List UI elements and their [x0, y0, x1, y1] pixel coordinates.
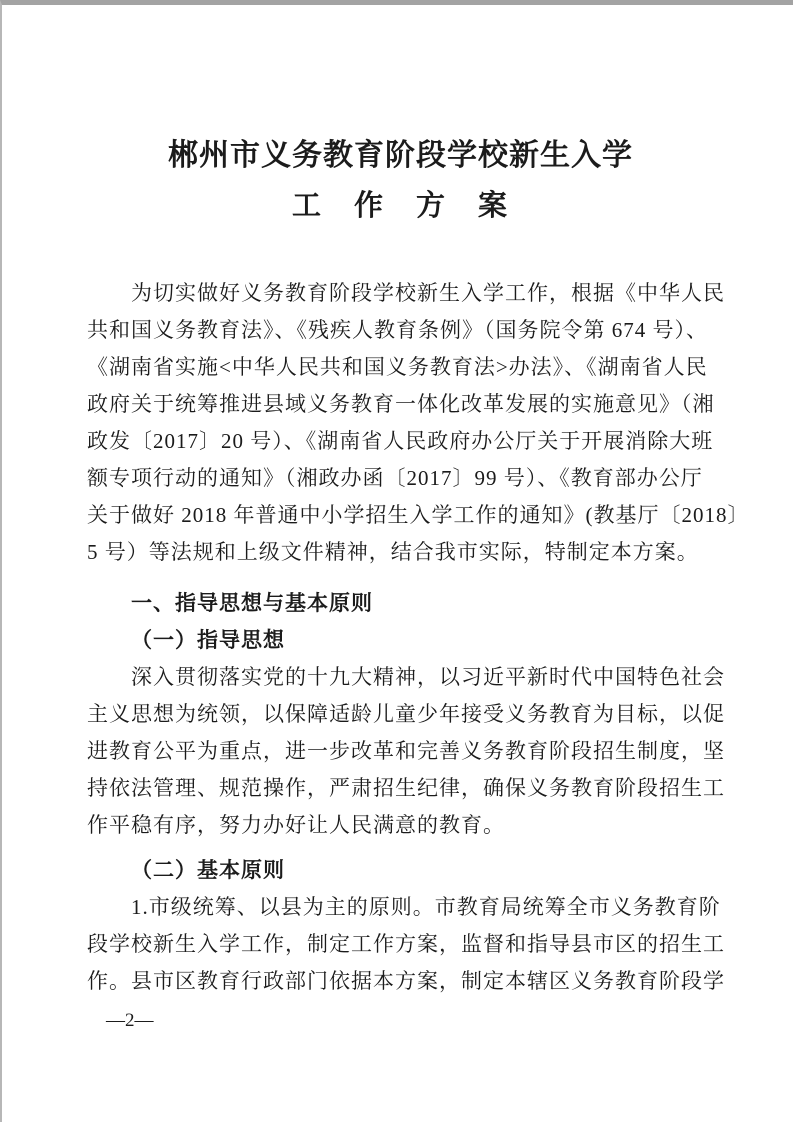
document-title-line2: 工 作 方 案	[291, 190, 509, 222]
text-line: 5 号）等法规和上级文件精神，结合我市实际，特制定本方案。	[87, 540, 699, 564]
text-line: 作平稳有序，努力办好让人民满意的教育。	[87, 813, 505, 837]
heading-basic-principles: （二）基本原则	[131, 858, 285, 882]
text-line: 政府关于统筹推进县域义务教育一体化改革发展的实施意见》（湘	[87, 392, 715, 416]
heading-section-1: 一、指导思想与基本原则	[131, 592, 373, 615]
text-line: 政发〔2017〕20 号）、《湖南省人民政府办公厅关于开展消除大班	[87, 429, 714, 453]
text-line: 进教育公平为重点，进一步改革和完善义务教育阶段招生制度，坚	[87, 739, 725, 763]
page-number: —2—	[106, 1010, 154, 1031]
text-line: 关于做好 2018 年普通中小学招生入学工作的通知》(教基厅〔2018〕	[87, 503, 750, 527]
document-title-line1: 郴州市义务教育阶段学校新生入学	[168, 139, 633, 172]
text-line: 持依法管理、规范操作，严肃招生纪律，确保义务教育阶段招生工	[87, 776, 725, 800]
heading-guiding-ideology: （一）指导思想	[131, 628, 285, 652]
text-line: 额专项行动的通知》（湘政办函〔2017〕99 号）、《教育部办公厅	[87, 466, 703, 490]
text-line: 段学校新生入学工作，制定工作方案，监督和指导县市区的招生工	[87, 932, 725, 956]
text-line: 主义思想为统领，以保障适龄儿童少年接受义务教育为目标，以促	[87, 702, 725, 726]
text-line: 1.市级统筹、以县为主的原则。市教育局统筹全市义务教育阶	[131, 895, 721, 919]
paragraph-intro	[87, 275, 750, 571]
document-title	[87, 139, 714, 223]
text-line: 《湖南省实施<中华人民共和国义务教育法>办法》、《湖南省人民	[87, 355, 708, 379]
text-line: 共和国义务教育法》、《残疾人教育条例》（国务院令第 674 号）、	[87, 318, 708, 342]
text-line: 深入贯彻落实党的十九大精神，以习近平新时代中国特色社会	[131, 665, 725, 689]
text-line: 作。县市区教育行政部门依据本方案，制定本辖区义务教育阶段学	[87, 969, 725, 993]
paragraph-principle-1	[87, 889, 725, 1000]
paragraph-guiding-ideology	[87, 659, 725, 844]
text-line: 为切实做好义务教育阶段学校新生入学工作，根据《中华人民	[131, 281, 725, 305]
document-content	[87, 5, 750, 1000]
